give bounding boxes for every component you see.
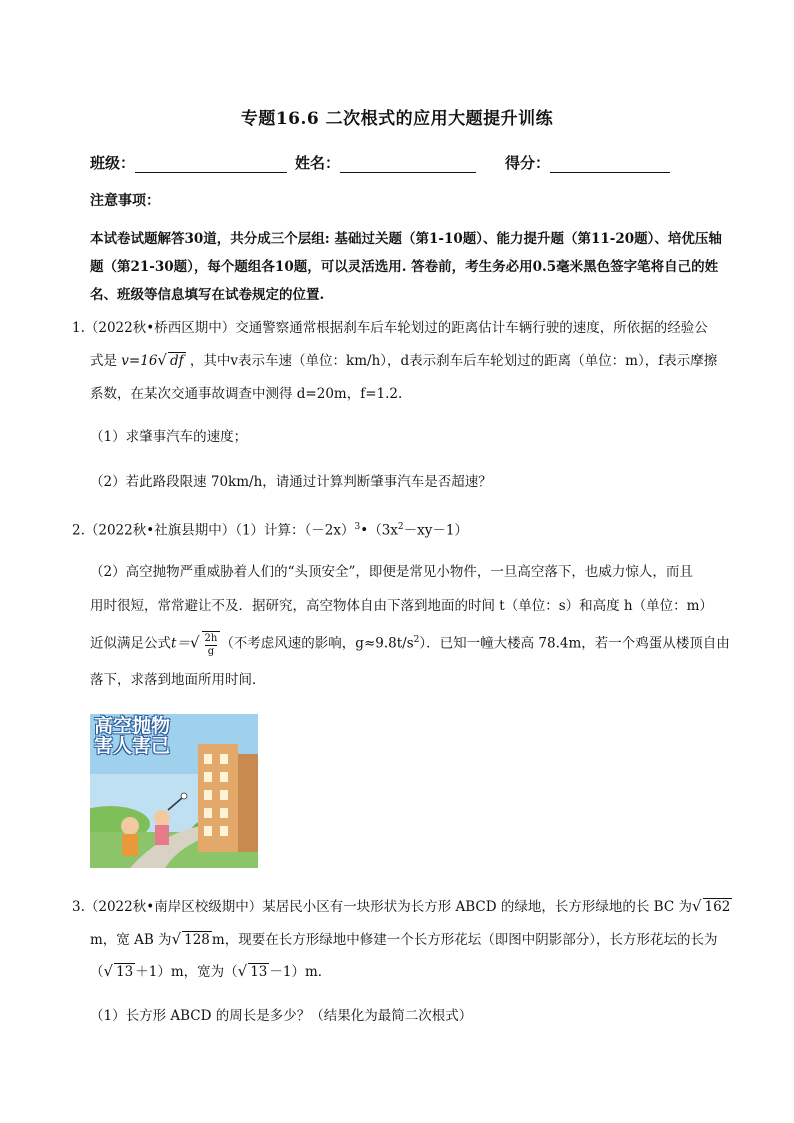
q1-text: ，其中v表示车速（单位：km/h），d表示刹车后车轮划过的距离（单位：m），f表示摩擦 bbox=[189, 353, 718, 369]
q2-para-line-2: 用时很短，常常避让不及．据研究，高空物体自由下落到地面的时间 t（单位：s）和高度 h（单位：m） bbox=[90, 598, 713, 614]
q3-line-2 bbox=[90, 929, 730, 950]
name-field bbox=[295, 152, 476, 173]
class-blank bbox=[135, 156, 287, 173]
q2-text: 近似满足公式 bbox=[90, 635, 171, 652]
page-title: 专题16.6 二次根式的应用大题提升训练 bbox=[240, 109, 554, 129]
q2-text: ）．已知一幢大楼高 78.4m，若一个鸡蛋从楼顶自由 bbox=[419, 635, 730, 652]
q2-text: 2.（2022秋•社旗县期中）（1）计算：（－2x） bbox=[72, 522, 355, 539]
q2-exp: 2 bbox=[413, 635, 420, 645]
q2-fraction-den: g bbox=[207, 646, 215, 657]
q2-fraction-num: 2h bbox=[204, 633, 218, 644]
q1-line-1: 1.（2022秋•桥西区期中）交通警察通常根据刹车后车轮划过的距离估计车辆行驶的速度，所依据的经验公 bbox=[72, 320, 708, 336]
q1-line-3: 系数，在某次交通事故调查中测得 d=20m，f=1.2. bbox=[90, 386, 403, 402]
q2-exp: 2 bbox=[397, 522, 404, 532]
sqrt-sign: √ bbox=[171, 930, 182, 948]
q3-sub-1: （1）长方形 ABCD 的周长是多少？（结果化为最简二次根式） bbox=[90, 1008, 473, 1024]
q3-line-3 bbox=[90, 961, 730, 982]
q3-text: m，现要在长方形绿地中修建一个长方形花坛（即图中阴影部分），长方形花坛的长为 bbox=[211, 932, 718, 948]
illustration-caption bbox=[94, 716, 170, 756]
sqrt-sign: √ bbox=[237, 962, 248, 980]
q3-text: m，宽 AB 为 bbox=[90, 932, 172, 948]
score-field bbox=[505, 152, 670, 173]
q2-formula-t: t＝ bbox=[171, 635, 190, 652]
sqrt-sign: √ bbox=[103, 962, 114, 980]
q2-line-1 bbox=[72, 517, 712, 541]
q1-sub-2: （2）若此路段限速 70km/h，请通过计算判断肇事汽车是否超速？ bbox=[90, 474, 492, 490]
q2-para-line-3 bbox=[90, 630, 730, 657]
q1-radicand: df bbox=[169, 353, 184, 369]
score-blank bbox=[550, 156, 670, 173]
q3-radicand: 128 bbox=[184, 932, 210, 948]
q3-line-1 bbox=[72, 896, 731, 917]
name-blank bbox=[340, 156, 476, 173]
q2-fraction bbox=[202, 631, 221, 657]
q2-text: （不考虑风速的影响，g≈9.8t/s bbox=[220, 635, 414, 652]
student-info-row bbox=[90, 152, 730, 176]
q3-text: ＋1）m，宽为（ bbox=[135, 964, 238, 980]
q1-line-2 bbox=[90, 350, 730, 371]
q3-radicand: 162 bbox=[704, 899, 731, 915]
illustration-caption-line: 高空抛物 bbox=[94, 715, 171, 737]
q2-para-line-1: （2）高空抛物严重威胁着人们的“头顶安全”，即便是常见小物件，一旦高空落下，也威力惊人，而且 bbox=[90, 564, 693, 580]
score-label: 得分： bbox=[505, 154, 551, 172]
q3-radicand: 13 bbox=[116, 964, 134, 980]
sqrt-sign: √ bbox=[691, 897, 702, 915]
q3-text: －1）m． bbox=[269, 964, 332, 980]
q2-text: •（3x bbox=[360, 522, 398, 539]
notice-line: 题（第21-30题），每个题组各10题，可以灵活选用. 答卷前，考生务必用0.5毫米黑色签字笔将自己的姓 bbox=[90, 259, 719, 275]
q2-para-line-4: 落下，求落到地面所用时间． bbox=[90, 672, 266, 688]
high-altitude-throwing-illustration bbox=[90, 714, 258, 868]
sqrt-sign: √ bbox=[189, 633, 200, 652]
q3-text: （ bbox=[90, 964, 104, 980]
q3-text: 3.（2022秋•南岸区校级期中）某居民小区有一块形状为长方形 ABCD 的绿地，长方形绿地的长 BC 为 bbox=[72, 899, 692, 915]
notice-line: 本试卷试题解答30道，共分成三个层组: 基础过关题（第1-10题）、能力提升题（第11-20题）、培优压轴 bbox=[90, 231, 722, 247]
class-field bbox=[90, 152, 287, 173]
q2-exp: 3 bbox=[354, 522, 361, 532]
q3-radicand: 13 bbox=[250, 964, 268, 980]
q1-text: 式是 bbox=[90, 353, 117, 369]
illustration-caption-line: 害人害己 bbox=[94, 735, 171, 757]
name-label: 姓名： bbox=[295, 154, 341, 172]
notice-title: 注意事项： bbox=[90, 193, 160, 209]
q1-formula-left: v=16 bbox=[121, 353, 158, 369]
sqrt-sign: √ bbox=[157, 351, 167, 369]
notice-body bbox=[90, 225, 722, 309]
class-label: 班级： bbox=[90, 154, 136, 172]
q1-sub-1: （1）求肇事汽车的速度； bbox=[90, 429, 248, 445]
notice-line: 名、班级等信息填写在试卷规定的位置. bbox=[90, 287, 325, 303]
q2-text: －xy－1） bbox=[403, 522, 468, 539]
